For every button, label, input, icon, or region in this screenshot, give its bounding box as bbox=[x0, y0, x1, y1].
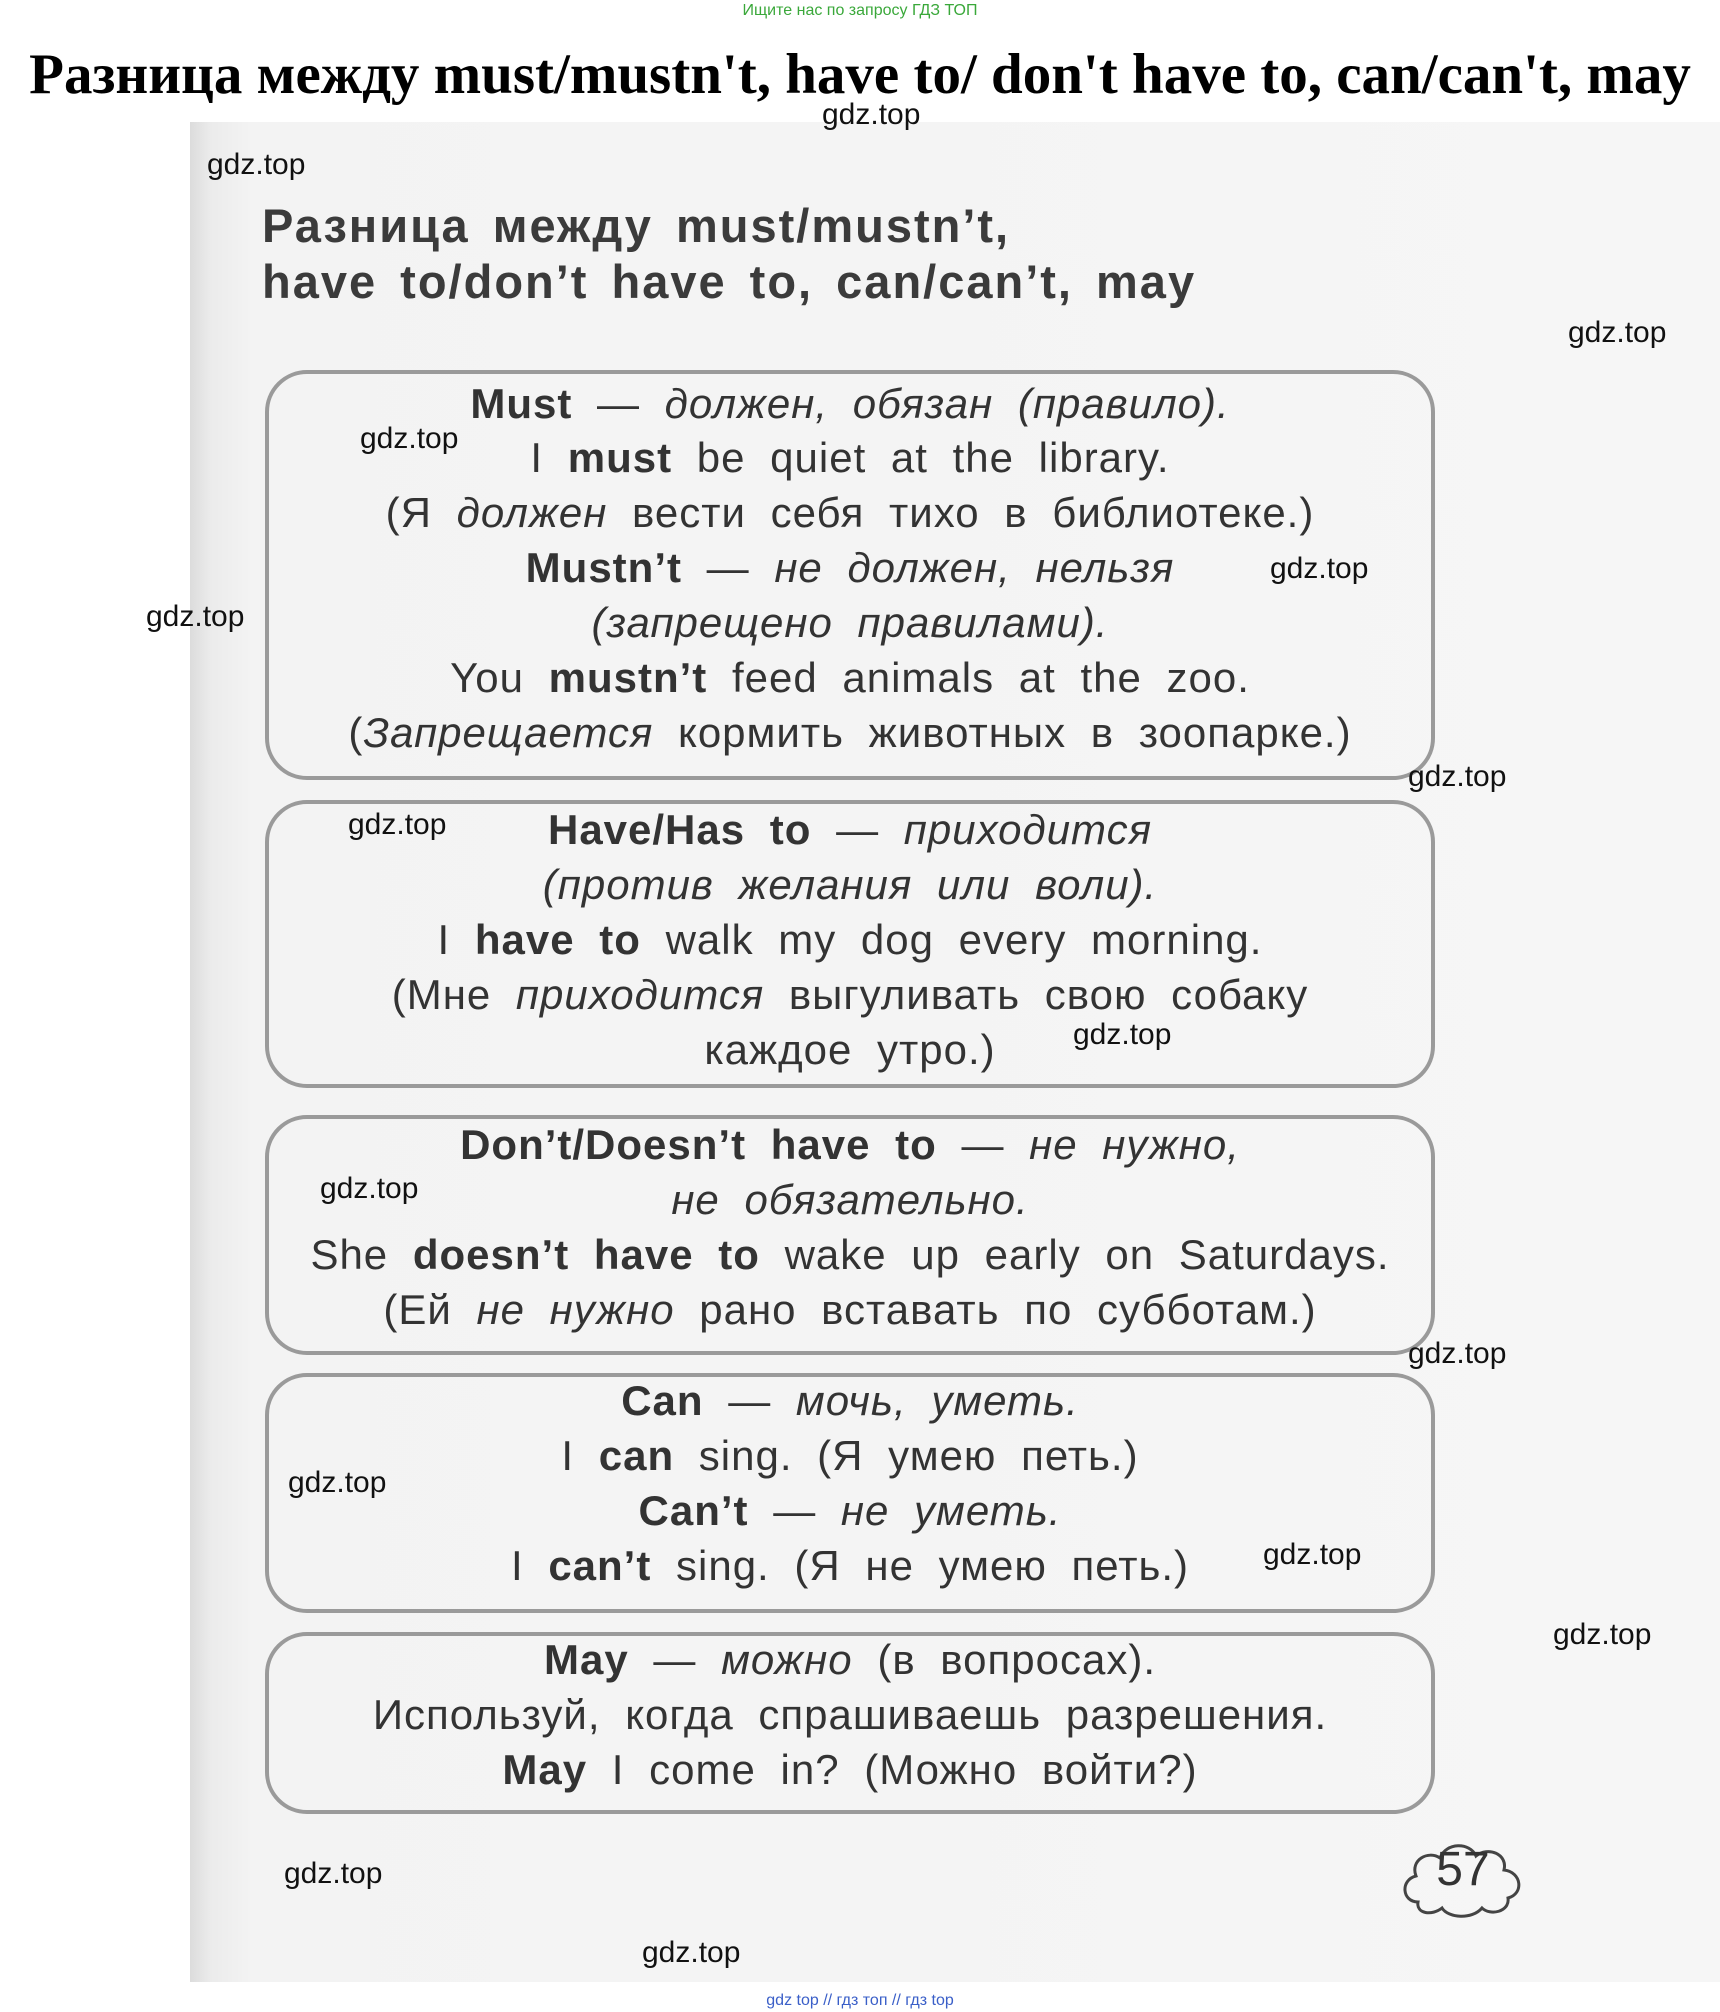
mustnt-definition-cont: (запрещено правилами). bbox=[591, 599, 1109, 646]
book-heading-line-1: Разница между must/mustn’t, bbox=[262, 199, 1011, 252]
watermark: gdz.top bbox=[1408, 760, 1507, 793]
book-heading-line-2: have to/don’t have to, can/can’t, may bbox=[262, 255, 1197, 308]
watermark: gdz.top bbox=[1553, 1618, 1652, 1651]
may-definition: May — можно (в вопросах). bbox=[544, 1636, 1156, 1683]
watermark: gdz.top bbox=[284, 1857, 383, 1890]
watermark: gdz.top bbox=[288, 1466, 387, 1499]
can-example: I can sing. (Я умею петь.) bbox=[561, 1432, 1139, 1479]
dont-have-to-definition-cont: не обязательно. bbox=[671, 1176, 1029, 1223]
must-translation: (Я должен вести себя тихо в библиотеке.) bbox=[385, 489, 1315, 536]
have-to-translation: (Мне приходится выгуливать свою собаку bbox=[391, 971, 1309, 1018]
must-definition: Must — должен, обязан (правило). bbox=[470, 380, 1230, 427]
watermark: gdz.top bbox=[1263, 1538, 1362, 1571]
have-to-translation-cont: каждое утро.) bbox=[704, 1026, 996, 1073]
watermark: gdz.top bbox=[146, 600, 245, 633]
cant-example: I can’t sing. (Я не умею петь.) bbox=[510, 1542, 1190, 1589]
dont-have-to-box bbox=[265, 1115, 1435, 1355]
watermark: gdz.top bbox=[1408, 1337, 1507, 1370]
watermark: gdz.top bbox=[642, 1936, 741, 1969]
have-to-definition: Have/Has to — приходится bbox=[547, 806, 1153, 853]
watermark: gdz.top bbox=[320, 1172, 419, 1205]
watermark: gdz.top bbox=[1270, 552, 1369, 585]
dont-have-to-example: She doesn’t have to wake up early on Saturdays. bbox=[310, 1231, 1390, 1278]
watermark: gdz.top bbox=[822, 98, 921, 131]
watermark: gdz.top bbox=[1073, 1018, 1172, 1051]
book-heading bbox=[262, 198, 1196, 310]
watermark: gdz.top bbox=[360, 422, 459, 455]
can-definition: Can — мочь, уметь. bbox=[621, 1377, 1079, 1424]
page-number bbox=[1398, 1832, 1528, 1922]
have-to-example: I have to walk my dog every morning. bbox=[437, 916, 1263, 963]
dont-have-to-definition: Don’t/Doesn’t have to — не нужно, bbox=[460, 1121, 1240, 1168]
cant-definition: Can’t — не уметь. bbox=[638, 1487, 1062, 1534]
have-to-box bbox=[265, 800, 1435, 1088]
must-example: I must be quiet at the library. bbox=[530, 434, 1170, 481]
footer-links[interactable]: gdz top // гдз топ // гдз top bbox=[766, 1992, 954, 2009]
have-to-definition-cont: (против желания или воли). bbox=[542, 861, 1158, 908]
mustnt-definition: Mustn’t — не должен, нельзя bbox=[525, 544, 1175, 591]
watermark: gdz.top bbox=[348, 808, 447, 841]
may-note: Используй, когда спрашиваешь разрешения. bbox=[372, 1691, 1328, 1738]
top-banner[interactable]: Ищите нас по запросу ГДЗ ТОП bbox=[742, 2, 978, 19]
watermark: gdz.top bbox=[207, 148, 306, 181]
may-box bbox=[265, 1632, 1435, 1814]
can-box bbox=[265, 1373, 1435, 1613]
dont-have-to-translation: (Ей не нужно рано вставать по субботам.) bbox=[383, 1286, 1317, 1333]
watermark: gdz.top bbox=[1568, 316, 1667, 349]
page-number-text: 57 bbox=[1436, 1843, 1490, 1896]
mustnt-example: You mustn’t feed animals at the zoo. bbox=[450, 654, 1250, 701]
page-title: Разница между must/mustn't, have to/ don't have to, can/can't, may bbox=[29, 43, 1691, 106]
mustnt-translation: (Запрещается кормить животных в зоопарке.) bbox=[348, 709, 1352, 756]
may-example: May I come in? (Можно войти?) bbox=[502, 1746, 1198, 1793]
